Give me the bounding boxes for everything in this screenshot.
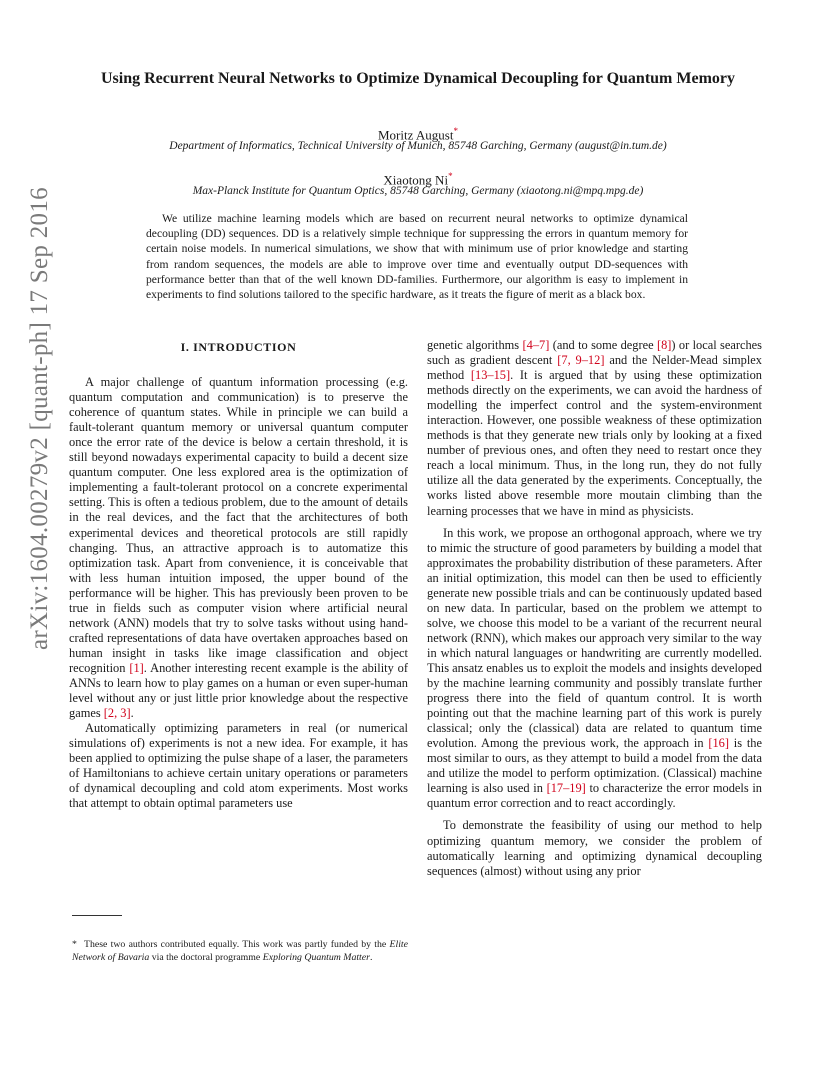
citation-link[interactable]: [16]: [708, 736, 729, 751]
footnote: * These two authors contributed equally. This work was partly funded by the Elite Network of Bavaria via the doctoral programme Exploring Quantum Matter.: [72, 939, 408, 964]
author-2-name: Xiaotong Ni: [383, 172, 449, 188]
citation-link[interactable]: [13–15]: [470, 368, 511, 383]
intro-paragraph-1: A major challenge of quantum information processing (e.g. quantum computation and communication) is to preserve the coherence of quantum states. While in principle we can build a fault-tolerant quantum memory or universal quantum computer once the error rate of the device is below a certain threshold, it is still beyond nowadays experimental capacity to build a decent size quantum computer. One less explored area is the optimization of implementing a fault-tolerant protocol on a concrete experimental setting. This is often a tedious problem, due to the amount of details in the real devices, and the fact that the architectures of both experimental devices and theoretical protocols are still rapidly changing. Thus, an attractive approach is to automatize this optimization task. Apart from convenience, it is conceivable that with less human intuition imposed, the upper bound of the performance will be higher. This has previously been proven to be true in fields such as computer vision where artificial neural network (ANN) models that try to solve tasks without using hand-crafted representations of data have overtaken approaches based on human insight in tasks like image classification and object recognition [1]. Another interesting recent example is the ability of ANNs to learn how to play games on a human or even super-human level without any or just little prior knowledge about the respective games [2, 3].: [69, 375, 408, 721]
intro-paragraph-5: To demonstrate the feasibility of using our method to help optimizing quantum memory, we consider the problem of automatically learning and optimizing dynamical decoupling sequences (almost) without using any prior: [427, 818, 762, 878]
citation-link[interactable]: [2, 3]: [103, 706, 131, 721]
author-1-name: Moritz August: [378, 127, 454, 143]
footnote-divider: [72, 915, 122, 916]
intro-paragraph-2: Automatically optimizing parameters in real (or numerical simulations of) experiments is not a new idea. For example, it has been applied to optimizing the pulse shape of a laser, the parameters of Hamiltonians to achieve certain unitary operations or parameters of dynamical decoupling and cold atom experiments. Most works that attempt to obtain optimal parameters use: [69, 721, 408, 811]
section-heading-introduction: I. INTRODUCTION: [180, 340, 297, 354]
citation-link[interactable]: [1]: [129, 660, 144, 675]
citation-link[interactable]: [4–7]: [522, 338, 550, 352]
left-column: [69, 338, 408, 811]
right-column: [427, 338, 762, 879]
author-1-affiliation: Department of Informatics, Technical University of Munich, 85748 Garching, Germany (august@in.tum.de): [169, 140, 667, 152]
author-2-affiliation: Max-Planck Institute for Quantum Optics, 85748 Garching, Germany (xiaotong.ni@mpq.mpg.de): [192, 185, 644, 197]
intro-paragraph-3: genetic algorithms [4–7] (and to some degree [8]) or local searches such as gradient descent [7, 9–12] and the Nelder-Mead simplex method [13–15]. It is argued that by using these optimization methods directly on the experiments, we can avoid the hardness of modelling the imperfect control and the system-environment interaction. However, one possible weakness of these optimization methods is that they generate new trials only by looking at a fixed number of previous ones, and often they need to restart once they reach a local minimum. Thus, in the long run, they do not fully utilize all the data generated by the experiments. Conceptually, the works listed above resemble more moutain climbing than the learning processes that we have in mind as physicists.: [427, 338, 762, 518]
author-1-footnote-mark[interactable]: *: [453, 126, 458, 136]
intro-paragraph-4: In this work, we propose an orthogonal approach, where we try to mimic the structure of good parameters by building a model that approximates the probability distribution of these parameters. After an initial optimization, this model can then be used to efficiently generate new possible trials and can be continuously updated based on new data. In particular, based on the problem we attempt to solve, we choose this model to be a variant of the recurrent neural network (RNN), which makes our approach very similar to the way in which natural languages or handwriting are currently modelled. This ansatz enables us to exploit the models and insights developed by the machine learning community and possibly translate further progress there into the field of quantum control. It is worth pointing out that the machine learning part of this work is purely classical; only the (classical) data are related to quantum time evolution. Among the previous work, the approach in [16] is the most similar to ours, as they attempt to build a model from the data and utilize the model to perform optimization. (Classical) machine learning is also used in [17–19] to characterize the error models in quantum error correction and to react accordingly.: [427, 525, 762, 811]
paper-title: Using Recurrent Neural Networks to Optimize Dynamical Decoupling for Quantum Memory: [101, 70, 735, 87]
abstract: [146, 211, 688, 302]
citation-link[interactable]: [7, 9–12]: [557, 353, 605, 368]
footnote-mark: *: [72, 939, 77, 950]
abstract-text: We utilize machine learning models which are based on recurrent neural networks to optimize dynamical decoupling (DD) sequences. DD is a relatively simple technique for suppressing the errors in quantum memory for certain noise models. In numerical simulations, we show that with minimum use of prior knowledge and starting from random sequences, the models are able to improve over time and eventually output DD-sequences with performance better than that of the well known DD-families. Furthermore, our algorithm is easy to implement in experiments to find solutions tailored to the specific hardware, as it treats the figure of merit as a black box.: [146, 212, 688, 302]
author-2-footnote-mark[interactable]: *: [448, 171, 453, 181]
citation-link[interactable]: [17–19]: [546, 781, 586, 796]
citation-link[interactable]: [8]: [656, 338, 672, 352]
arxiv-identifier: arXiv:1604.00279v2 [quant-ph] 17 Sep 2016: [26, 187, 53, 650]
